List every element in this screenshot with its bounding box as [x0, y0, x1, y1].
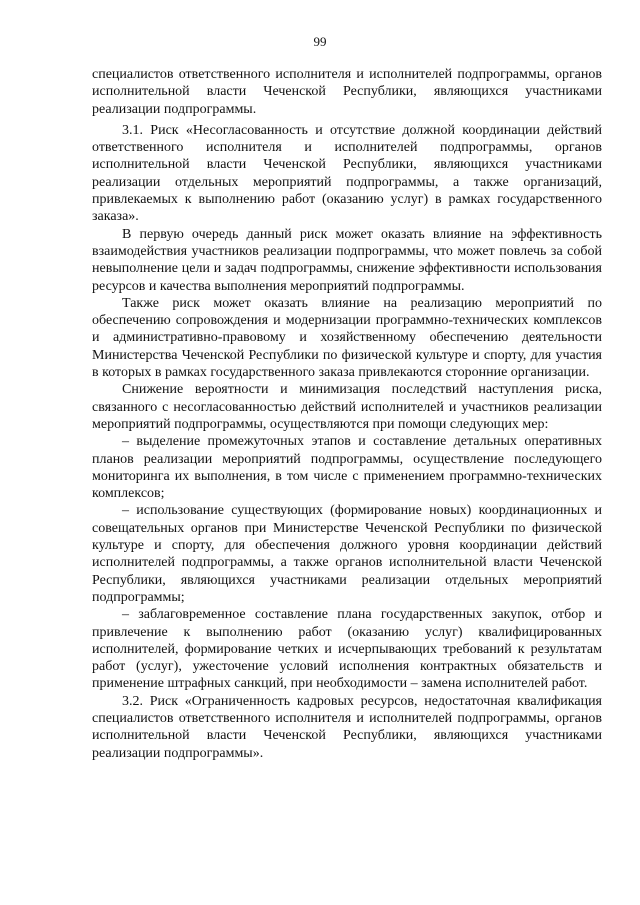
paragraph-continuation: специалистов ответственного исполнителя и исполнителей подпрограммы, органов исполнительной власти Чеченской Республики, являющихся участниками реализации подпрограммы.: [92, 67, 602, 117]
page-number: 99: [313, 34, 327, 49]
list-item-measure-3: – заблаговременное составление плана государственных закупок, отбор и привлечение к выполнению работ (оказанию услуг) квалифицированных исполнителей, формирование четких и исчерпывающих требований к результатам работ (услуг), ужесточение условий исполнения контрактных обязательств и применение штрафных санкций, при необходимости – замена исполнителей работ.: [92, 607, 602, 692]
list-item-measure-1: – выделение промежуточных этапов и составление детальных оперативных планов реализации мероприятий подпрограммы, осуществление последующего мониторинга их выполнения, в том числе с применением программно-технических комплексов;: [92, 434, 602, 502]
paragraph-risk-3-1: 3.1. Риск «Несогласованность и отсутствие должной координации действий ответственного исполнителя и исполнителей подпрограммы, органов исполнительной власти Чеченской Республики, являющихся участниками реализации отдельных мероприятий подпрограммы, а также организаций, привлекаемых к выполнению работ (оказанию услуг) в рамках государственного заказа».: [92, 122, 602, 225]
body-text: [92, 66, 602, 762]
paragraph-risk-impact: В первую очередь данный риск может оказать влияние на эффективность взаимодействия участников реализации подпрограммы, что может повлечь за собой невыполнение цели и задач подпрограммы, снижение эффективности использования ресурсов и качества выполнения мероприятий подпрограммы.: [92, 226, 602, 294]
paragraph-risk-3-2: 3.2. Риск «Ограниченность кадровых ресурсов, недостаточная квалификация специалистов ответственного исполнителя и исполнителей подпрограммы, органов исполнительной власти Чеченской Республики, являющихся участниками реализации подпрограммы».: [92, 693, 602, 761]
list-item-measure-2: – использование существующих (формирование новых) координационных и совещательных органов при Министерстве Чеченской Республики по физической культуре и спорту, для обеспечения должного уровня координации действий исполнителей подпрограммы, а также органов исполнительной власти Чеченской Республики, являющихся участниками реализации отдельных мероприятий подпрограммы;: [92, 503, 602, 605]
paragraph-mitigation-intro: Снижение вероятности и минимизация последствий наступления риска, связанного с несогласованностью действий исполнителей и участников реализации мероприятий подпрограммы, осуществляются при помощи следующих мер:: [92, 382, 602, 432]
paragraph-risk-influence: Также риск может оказать влияние на реализацию мероприятий по обеспечению сопровождения и модернизации программно-технических комплексов и административно-правовому и хозяйственному обеспечению деятельности Министерства Чеченской Республики по физической культуре и спорту, для участия в которых в рамках государственного заказа привлекаются сторонние организации.: [92, 295, 602, 381]
